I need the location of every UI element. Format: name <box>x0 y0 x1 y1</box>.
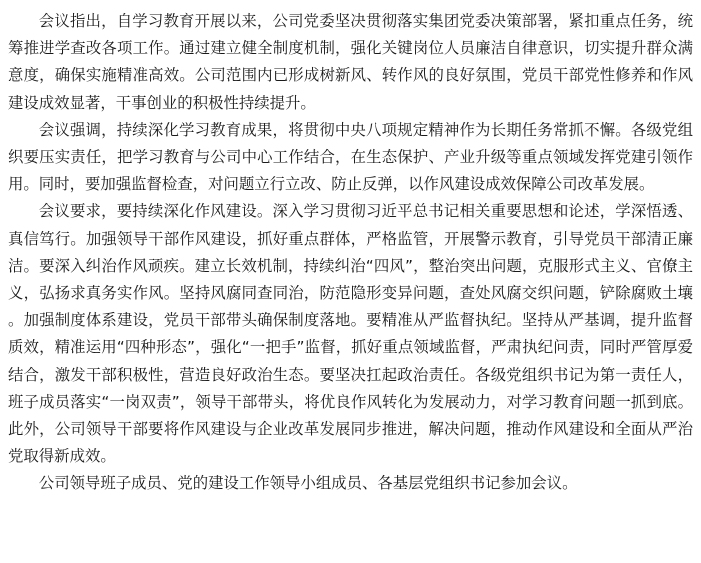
paragraph-meeting-pointed-out: 会议指出，自学习教育开展以来，公司党委坚决贯彻落实集团党委决策部署，紧扣重点任务，统筹推进学查改各项工作。通过建立健全制度机制，强化关键岗位人员廉洁自律意识，切实提升群众满意度，确保实施精准高效。公司范围内已形成树新风、转作风的良好氛围，党员干部党性修养和作风建设成效显著，干事创业的积极性持续提升。 <box>8 12 693 112</box>
paragraph-attendees: 公司领导班子成员、党的建设工作领导小组成员、各基层党组织书记参加会议。 <box>38 474 578 493</box>
paragraph-meeting-emphasized: 会议强调，持续深化学习教育成果，将贯彻中央八项规定精神作为长期任务常抓不懈。各级党组织要压实责任，把学习教育与公司中心工作结合，在生态保护、产业升级等重点领域发挥党建引领作用。同时，要加强监督检查，对问题立行立改、防止反弹，以作风建设成效保障公司改革发展。 <box>8 120 693 194</box>
paragraph-meeting-required: 会议要求，要持续深化作风建设。深入学习贯彻习近平总书记相关重要思想和论述，学深悟透、真信笃行。加强领导干部作风建设，抓好重点群体，严格监管，开展警示教育，引导党员干部清正廉洁。要深入纠治作风顽疾。建立长效机制，持续纠治“四风”，整治突出问题，克服形式主义、官僚主义，弘扬求真务实作风。坚持风腐同查同治，防范隐形变异问题，查处风腐交织问题，铲除腐败土壤。加强制度体系建设，党员干部带头确保制度落地。要精准从严监督执纪。坚持从严基调，提升监督质效，精准运用“四种形态”，强化“一把手”监督，抓好重点领域监督，严肃执纪问责，同时严管厚爱结合，激发干部积极性，营造良好政治生态。要坚决扛起政治责任。各级党组织书记为第一责任人，班子成员落实“一岗双责”，领导干部带头，将优良作风转化为发展动力，对学习教育问题一抓到底。此外，公司领导干部要将作风建设与企业改革发展同步推进，解决问题，推动作风建设和全面从严治党取得新成效。 <box>8 202 693 466</box>
